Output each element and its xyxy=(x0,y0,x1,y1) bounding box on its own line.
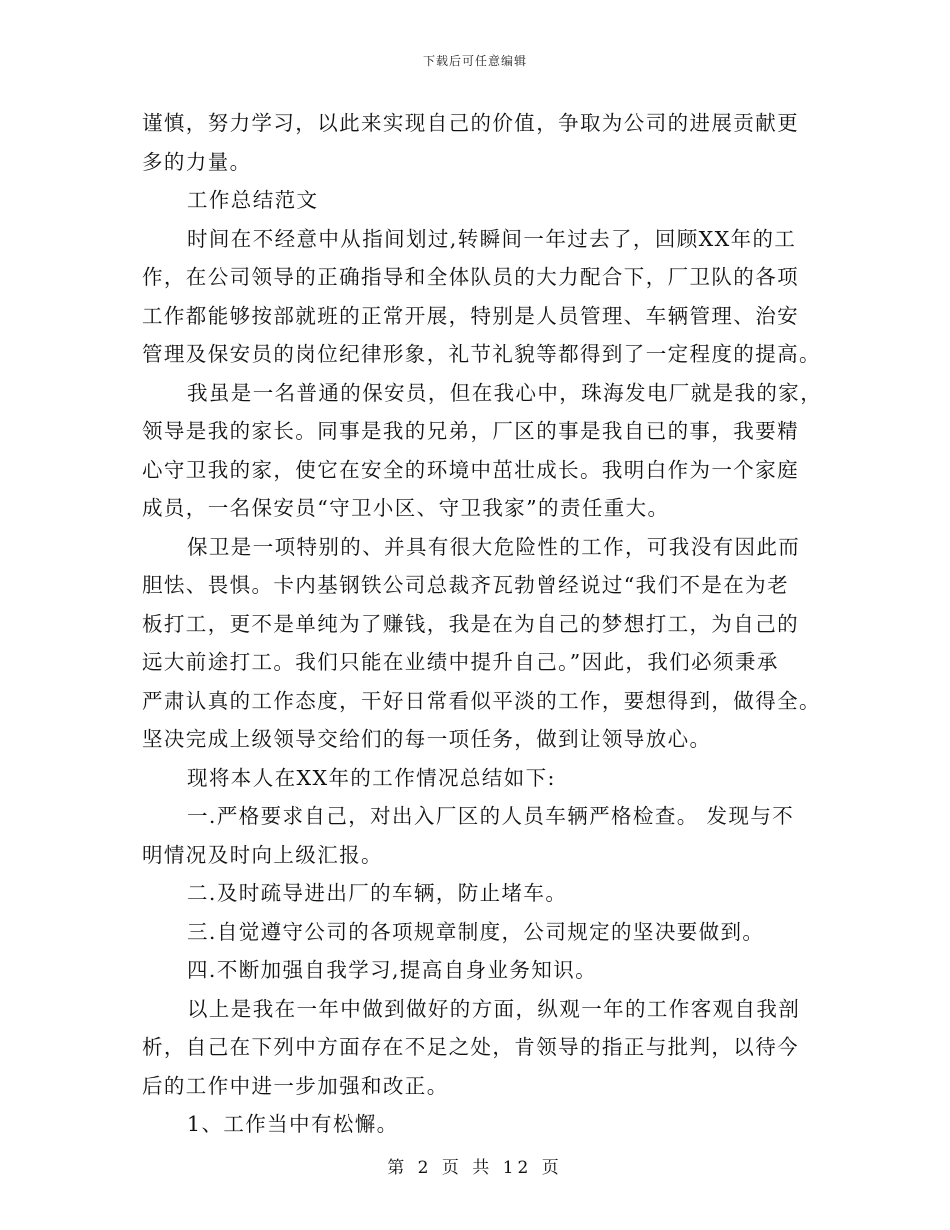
list-item-continuation: 明情况及时向上级汇报。 xyxy=(142,842,383,867)
text-line: 工作都能够按部就班的正常开展，特别是人员管理、车辆管理、治安 xyxy=(142,303,799,328)
text-line: 心守卫我的家，使它在安全的环境中茁壮成长。我明白作为一个家庭 xyxy=(142,457,799,482)
list-item: 一.严格要求自己，对出入厂区的人员车辆严格检查。 发现与不 xyxy=(187,804,795,828)
page-header: 下载后可任意编辑 xyxy=(422,54,527,68)
text-line: 谨慎，努力学习，以此来实现自己的价值，争取为公司的进展贡献更 xyxy=(142,111,799,135)
text-line: 保卫是一项特别的、并具有很大危险性的工作，可我没有因此而 xyxy=(187,534,801,559)
text-line: 现将本人在XX年的工作情况总结如下: xyxy=(187,765,556,790)
text-line: 板打工，更不是单纯为了赚钱，我是在为自己的梦想打工，为自己的 xyxy=(142,611,799,636)
text-line: 远大前途打工。我们只能在业绩中提升自己。”因此，我们必须秉承 xyxy=(142,650,779,674)
text-line: 时间在不经意中从指间划过,转瞬间一年过去了，回顾XX年的工 xyxy=(187,226,797,251)
text-line: 管理及保安员的岗位纪律形象，礼节礼貌等都得到了一定程度的提高。 xyxy=(142,342,821,366)
list-item: 1、工作当中有松懈。 xyxy=(187,1112,399,1136)
text-line: 析，自己在下列中方面存在不足之处，肯领导的指正与批判，以待今 xyxy=(142,1035,799,1059)
text-line: 领导是我的家长。同事是我的兄弟，厂区的事是我自已的事，我要精 xyxy=(142,419,799,443)
text-line: 我虽是一名普通的保安员，但在我心中，珠海发电厂就是我的家， xyxy=(187,380,823,405)
text-line: 后的工作中进一步加强和改正。 xyxy=(142,1073,449,1098)
text-line: 坚决完成上级领导交给们的每一项任务，做到让领导放心。 xyxy=(142,727,712,751)
list-item: 二.及时疏导进出厂的车辆，防止堵车。 xyxy=(187,881,568,905)
text-line: 严肃认真的工作态度，干好日常看似平淡的工作，要想得到，做得全。 xyxy=(142,688,821,713)
section-heading: 工作总结范文 xyxy=(187,188,319,212)
text-line: 多的力量。 xyxy=(142,149,252,174)
page-number-footer: 第 2 页 共 12 页 xyxy=(387,1158,563,1178)
list-item: 三.自觉遵守公司的各项规章制度，公司规定的坚决要做到。 xyxy=(187,919,765,944)
text-line: 成员，一名保安员“守卫小区、守卫我家”的责任重大。 xyxy=(142,496,670,520)
document-body xyxy=(142,104,823,1144)
text-line: 以上是我在一年中做到做好的方面，纵观一年的工作客观自我剖 xyxy=(187,996,801,1021)
text-line: 胆怯、畏惧。卡内基钢铁公司总裁齐瓦勃曾经说过“我们不是在为老 xyxy=(142,573,789,597)
text-line: 作，在公司领导的正确指导和全体队员的大力配合下，厂卫队的各项 xyxy=(142,265,799,289)
list-item: 四.不断加强自我学习,提高自身业务知识。 xyxy=(187,958,598,982)
